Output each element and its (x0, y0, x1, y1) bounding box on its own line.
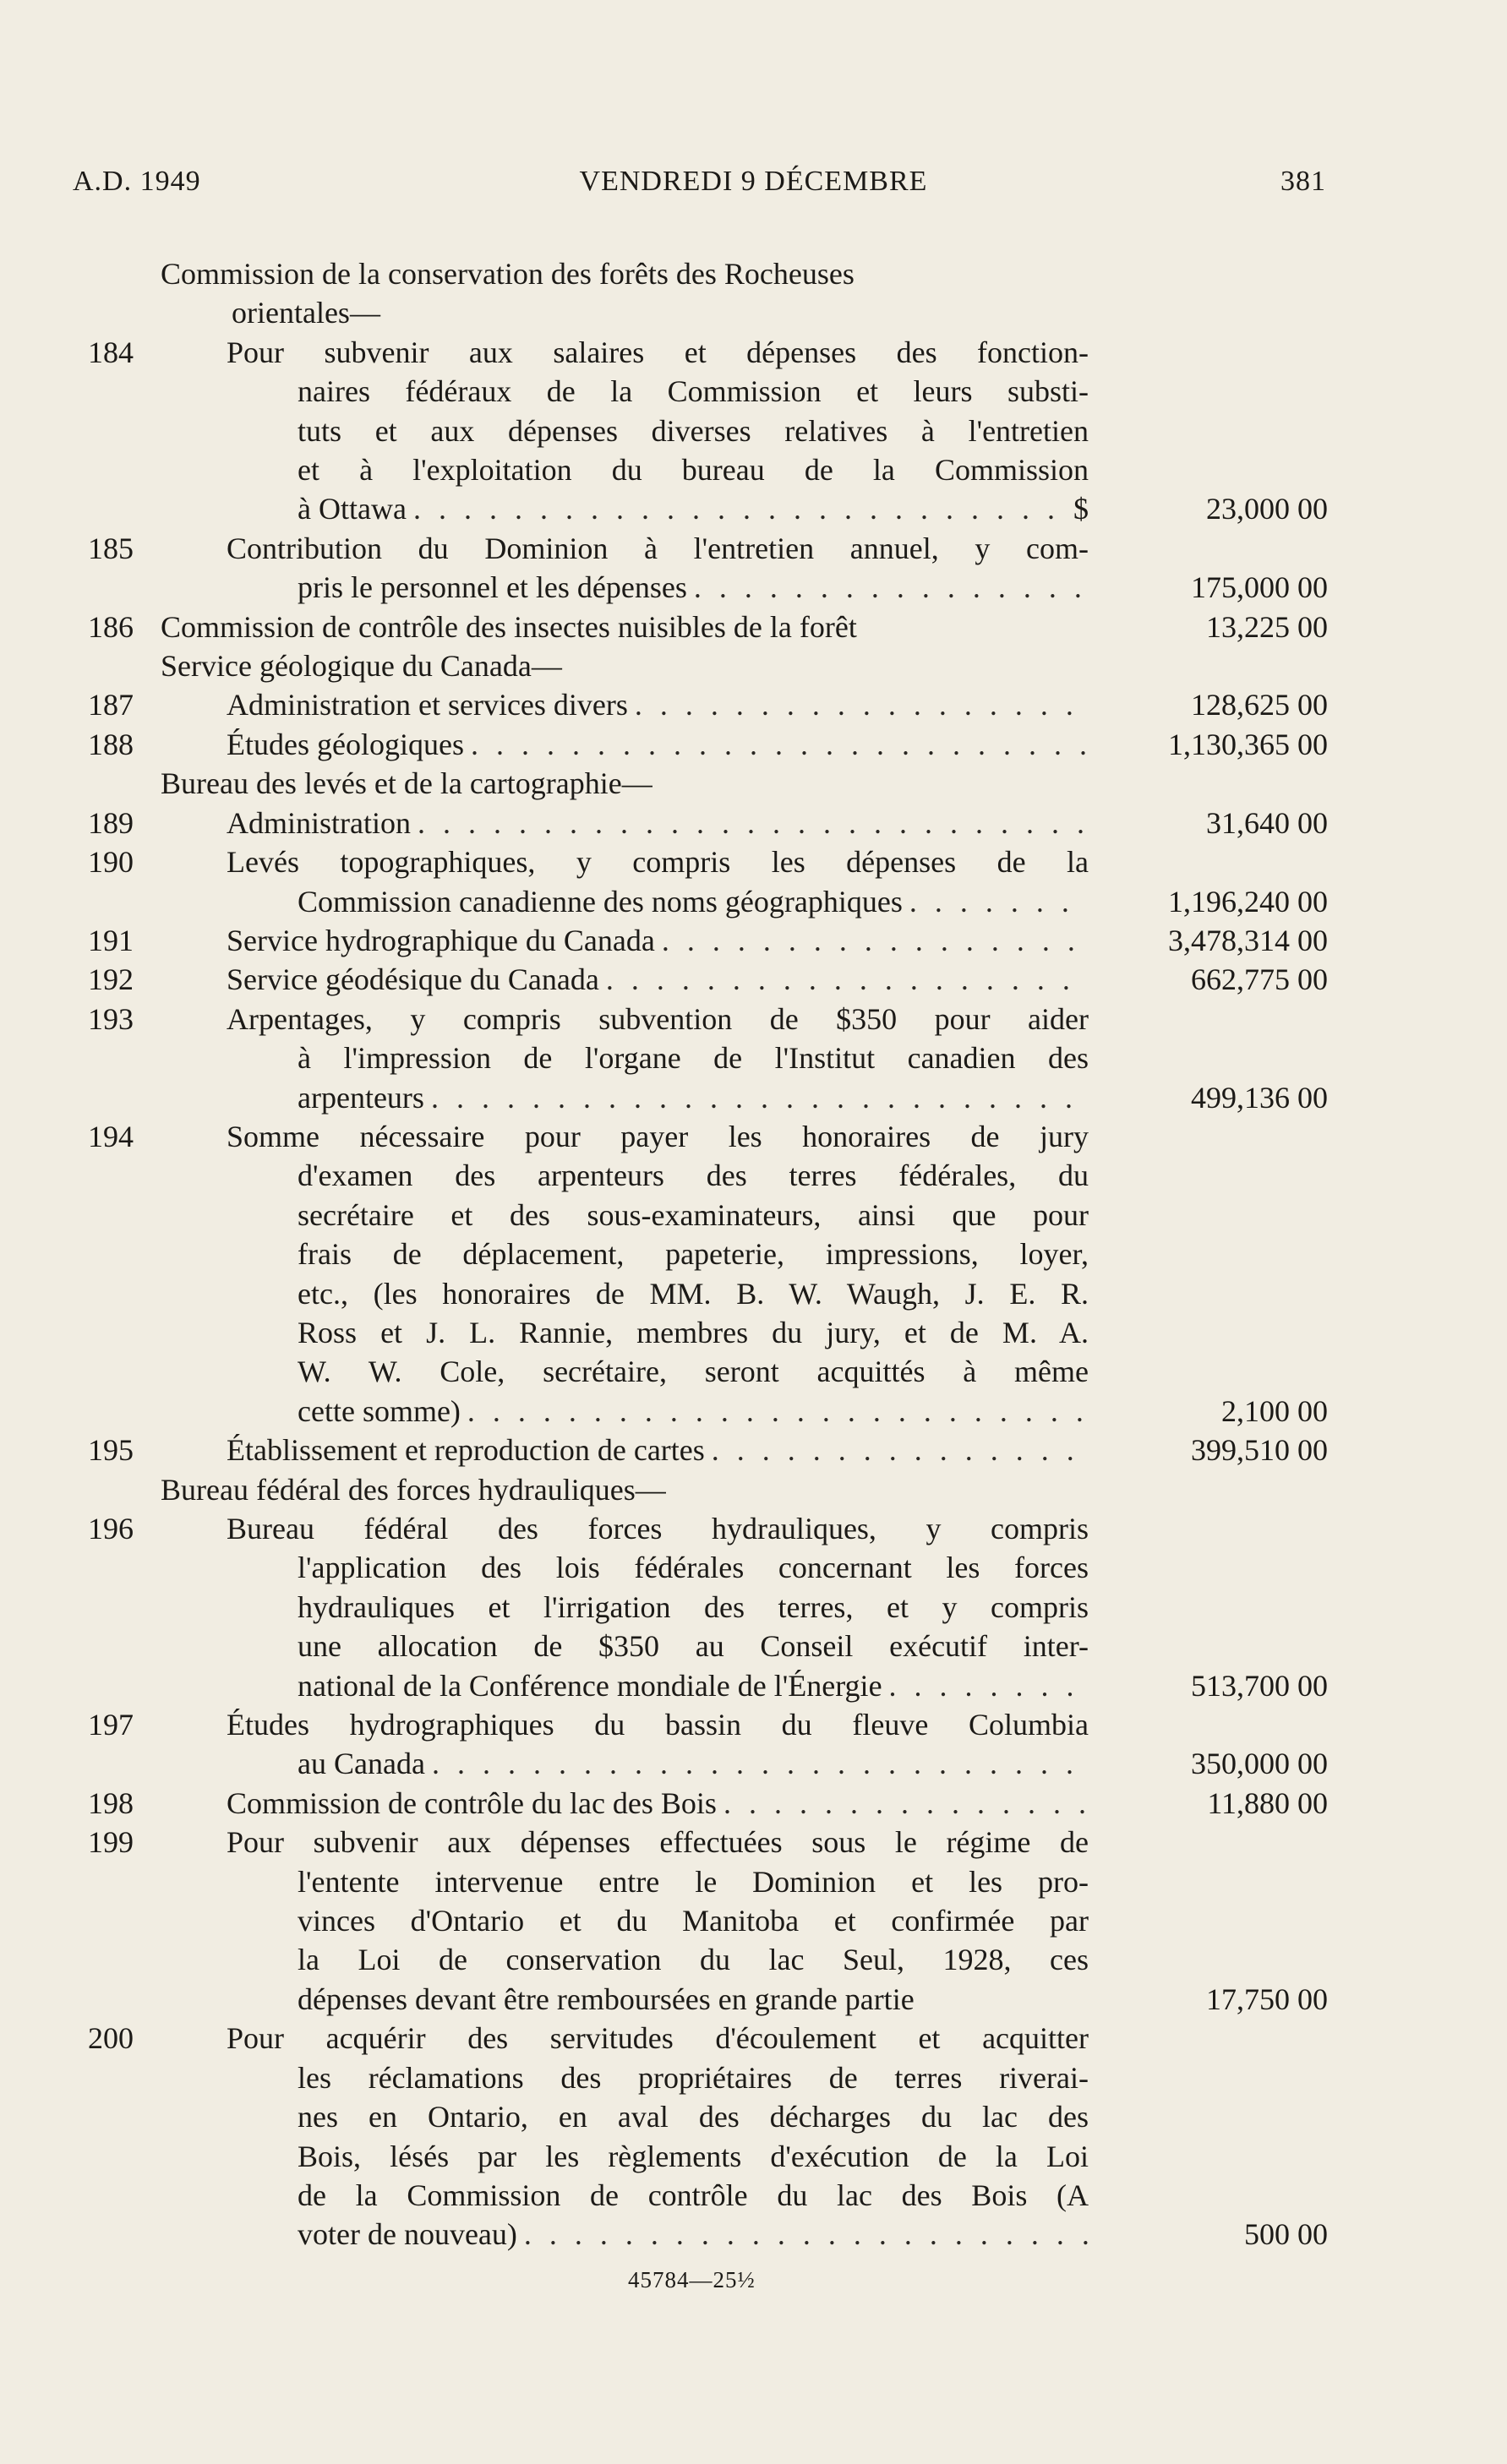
item-text-line: Études hydrographiques du bassin du fleuve Columbia (227, 1708, 1089, 1742)
item-text-line: Pour subvenir aux salaires et dépenses des fonction- (227, 335, 1089, 369)
item-text-line: naires fédéraux de la Commission et leurs substi- (298, 374, 1089, 409)
item-amount: 1,196,240 00 (1168, 884, 1328, 919)
item-amount: 128,625 00 (1191, 688, 1328, 722)
item-text-line: Commission canadienne des noms géographiques (298, 884, 903, 919)
item-text-line: à l'impression de l'organe de l'Institut canadien des (298, 1041, 1089, 1076)
section-heading (0, 1470, 1507, 1509)
item-amount: 2,100 00 (1221, 1393, 1328, 1428)
dot-leader (411, 804, 1089, 842)
item-text-line: au Canada (298, 1747, 425, 1781)
header-date: VENDREDI 9 DÉCEMBRE (579, 166, 928, 197)
item-number: 191 (88, 923, 134, 957)
item-amount: 175,000 00 (1191, 570, 1328, 605)
item-number: 195 (88, 1433, 134, 1468)
item-text-line: W. W. Cole, secrétaire, seront acquittés à même (298, 1355, 1089, 1389)
estimate-item (0, 960, 1507, 999)
dot-leader (424, 1078, 1089, 1117)
dot-leader (903, 882, 1089, 921)
estimate-item (0, 333, 1507, 529)
currency-sign: $ (1073, 492, 1089, 526)
estimate-item (0, 1000, 1507, 1117)
item-number: 200 (88, 2021, 134, 2056)
estimate-item (0, 1117, 1507, 1431)
dot-leader (628, 685, 1089, 724)
estimate-item (0, 2019, 1507, 2254)
item-text-line: l'application des lois fédérales concernant les forces (298, 1551, 1089, 1585)
item-number: 198 (88, 1785, 134, 1820)
item-number: 192 (88, 962, 134, 997)
item-text-line: d'examen des arpenteurs des terres fédérales, du (298, 1158, 1089, 1193)
item-number: 187 (88, 688, 134, 722)
item-text-line: vinces d'Ontario et du Manitoba et confirmée par (298, 1904, 1089, 1938)
item-text-line: et à l'exploitation du bureau de la Commission (298, 453, 1089, 488)
item-amount: 13,225 00 (1206, 609, 1328, 644)
section-heading (0, 254, 1507, 333)
dot-leader (599, 960, 1089, 999)
dot-leader (517, 2215, 1089, 2254)
page-number: 381 (1280, 166, 1326, 197)
item-text-line: de la Commission de contrôle du lac des Bois (A (298, 2178, 1089, 2212)
item-number: 193 (88, 1001, 134, 1036)
item-amount: 31,640 00 (1206, 805, 1328, 840)
item-text-line: orientales— (232, 296, 380, 330)
item-amount: 350,000 00 (1191, 1747, 1328, 1781)
estimate-item (0, 1431, 1507, 1469)
item-text-line: Somme nécessaire pour payer les honoraires de jury (227, 1119, 1089, 1153)
item-text-line: Service géodésique du Canada (227, 962, 599, 997)
item-number: 194 (88, 1119, 134, 1153)
item-number: 189 (88, 805, 134, 840)
estimate-item (0, 1509, 1507, 1705)
item-text-line: à Ottawa (298, 492, 407, 526)
item-amount: 399,510 00 (1191, 1433, 1328, 1468)
dot-leader (705, 1431, 1089, 1469)
item-amount: 662,775 00 (1191, 962, 1328, 997)
item-text-line: la Loi de conservation du lac Seul, 1928, ces (298, 1943, 1089, 1977)
item-text-line: Arpentages, y compris subvention de $350 pour aider (227, 1001, 1089, 1036)
item-amount: 513,700 00 (1191, 1668, 1328, 1703)
item-text-line: Bureau fédéral des forces hydrauliques— (161, 1472, 666, 1507)
item-text-line: Commission de contrôle du lac des Bois (227, 1785, 717, 1820)
header-year: A.D. 1949 (73, 166, 201, 197)
dot-leader (407, 489, 1070, 528)
item-text-line: Commission de la conservation des forêts des Rocheuses (161, 257, 855, 291)
dot-leader (655, 921, 1089, 960)
item-text-line: Contribution du Dominion à l'entretien annuel, y com- (227, 531, 1089, 565)
estimates-list (0, 254, 1507, 2254)
item-text-line: Service géologique du Canada— (161, 649, 562, 684)
item-amount: 500 00 (1244, 2217, 1328, 2252)
item-text-line: voter de nouveau) (298, 2217, 517, 2252)
item-text-line: nes en Ontario, en aval des décharges du lac des (298, 2100, 1089, 2134)
item-text-line: Ross et J. L. Rannie, membres du jury, et de M. A. (298, 1315, 1089, 1349)
item-number: 185 (88, 531, 134, 565)
item-text-line: dépenses devant être remboursées en grande partie (298, 1982, 915, 2016)
dot-leader (461, 1392, 1089, 1431)
item-text-line: etc., (les honoraires de MM. B. W. Waugh, J. E. R. (298, 1276, 1089, 1311)
item-text-line: national de la Conférence mondiale de l'Énergie (298, 1668, 882, 1703)
item-text-line: tuts et aux dépenses diverses relatives à l'entretien (298, 413, 1089, 448)
estimate-item (0, 725, 1507, 764)
footer-print-code: 45784—25½ (628, 2267, 756, 2292)
item-amount: 1,130,365 00 (1168, 727, 1328, 761)
dot-leader (464, 725, 1089, 764)
dot-leader (687, 568, 1089, 607)
item-text-line: Commission de contrôle des insectes nuisibles de la forêt (161, 609, 857, 644)
estimate-item (0, 608, 1507, 646)
item-text-line: hydrauliques et l'irrigation des terres, et y compris (298, 1589, 1089, 1624)
section-heading (0, 764, 1507, 803)
item-number: 186 (88, 609, 134, 644)
item-text-line: Levés topographiques, y compris les dépenses de la (227, 845, 1089, 880)
item-number: 197 (88, 1708, 134, 1742)
estimate-item (0, 685, 1507, 724)
item-text-line: une allocation de $350 au Conseil exécutif inter- (298, 1629, 1089, 1664)
item-text-line: Bureau des levés et de la cartographie— (161, 766, 652, 801)
item-text-line: Bois, lésés par les règlements d'exécution de la Loi (298, 2139, 1089, 2173)
estimate-item (0, 842, 1507, 921)
estimate-item (0, 529, 1507, 608)
estimate-item (0, 804, 1507, 842)
item-text-line: secrétaire et des sous-examinateurs, ainsi que pour (298, 1197, 1089, 1232)
item-number: 196 (88, 1512, 134, 1545)
estimate-item (0, 1784, 1507, 1823)
item-number: 184 (88, 335, 134, 369)
item-text-line: Administration (227, 805, 411, 840)
dot-leader (425, 1744, 1089, 1783)
item-text-line: l'entente intervenue entre le Dominion et les pro- (298, 1864, 1089, 1899)
item-number: 199 (88, 1825, 134, 1860)
section-heading (0, 646, 1507, 685)
dot-leader (882, 1666, 1089, 1705)
dot-leader (717, 1784, 1089, 1823)
item-text-line: cette somme) (298, 1393, 461, 1428)
item-text-line: Pour subvenir aux dépenses effectuées sous le régime de (227, 1825, 1089, 1860)
item-text-line: Service hydrographique du Canada (227, 923, 655, 957)
estimate-item (0, 1705, 1507, 1784)
item-text-line: Pour acquérir des servitudes d'écoulement et acquitter (227, 2021, 1089, 2056)
item-text-line: Établissement et reproduction de cartes (227, 1433, 705, 1468)
item-text-line: Études géologiques (227, 727, 464, 761)
item-text-line: Administration et services divers (227, 688, 628, 722)
item-text-line: pris le personnel et les dépenses (298, 570, 687, 605)
item-amount: 23,000 00 (1206, 492, 1328, 526)
item-amount: 11,880 00 (1207, 1785, 1328, 1820)
item-amount: 17,750 00 (1206, 1982, 1328, 2016)
item-text-line: frais de déplacement, papeterie, impressions, loyer, (298, 1237, 1089, 1272)
item-amount: 3,478,314 00 (1168, 923, 1328, 957)
estimate-item (0, 921, 1507, 960)
item-number: 188 (88, 727, 134, 761)
item-amount: 499,136 00 (1191, 1080, 1328, 1115)
item-text-line: arpenteurs (298, 1080, 424, 1115)
estimate-item (0, 1823, 1507, 2019)
item-text-line: Bureau fédéral des forces hydrauliques, y compris (227, 1512, 1089, 1545)
item-text-line: les réclamations des propriétaires de terres riverai- (298, 2060, 1089, 2095)
item-number: 190 (88, 845, 134, 880)
